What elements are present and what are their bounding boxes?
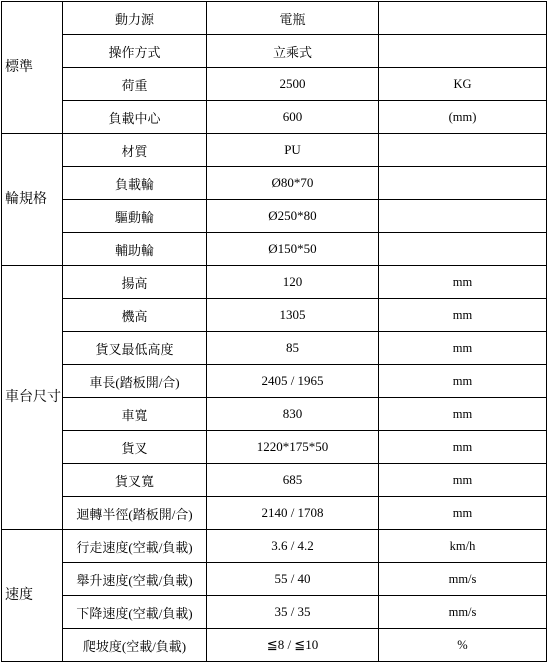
table-row	[2, 68, 547, 101]
spec-unit	[379, 233, 547, 266]
spec-value: 600	[207, 101, 379, 134]
spec-label: 負載輪	[63, 167, 207, 200]
table-row	[2, 431, 547, 464]
spec-value: 685	[207, 464, 379, 497]
category-chassis-dimensions: 車台尺寸	[2, 266, 63, 530]
spec-value: 立乘式	[207, 35, 379, 68]
spec-value: PU	[207, 134, 379, 167]
spec-label: 材質	[63, 134, 207, 167]
table-row	[2, 266, 547, 299]
spec-value: 1220*175*50	[207, 431, 379, 464]
table-row	[2, 530, 547, 563]
spec-value: 55 / 40	[207, 563, 379, 596]
spec-unit: mm/s	[379, 563, 547, 596]
spec-label: 車寬	[63, 398, 207, 431]
spec-value: 3.6 / 4.2	[207, 530, 379, 563]
spec-label: 揚高	[63, 266, 207, 299]
spec-unit: %	[379, 629, 547, 662]
spec-value: Ø150*50	[207, 233, 379, 266]
table-row	[2, 134, 547, 167]
spec-value: 1305	[207, 299, 379, 332]
spec-unit	[379, 35, 547, 68]
table-row	[2, 629, 547, 662]
spec-unit: mm	[379, 464, 547, 497]
spec-value: 電瓶	[207, 2, 379, 35]
spec-value: 830	[207, 398, 379, 431]
spec-value: 2140 / 1708	[207, 497, 379, 530]
category-wheel-spec: 輪規格	[2, 134, 63, 266]
spec-unit	[379, 167, 547, 200]
category-standard: 標準	[2, 2, 63, 134]
table-row	[2, 563, 547, 596]
spec-value: 120	[207, 266, 379, 299]
spec-value: ≦8 / ≦10	[207, 629, 379, 662]
table-row	[2, 299, 547, 332]
spec-unit: mm	[379, 332, 547, 365]
spec-unit: mm	[379, 299, 547, 332]
spec-unit: mm	[379, 398, 547, 431]
spec-unit	[379, 134, 547, 167]
table-row	[2, 233, 547, 266]
spec-unit: KG	[379, 68, 547, 101]
spec-label: 負載中心	[63, 101, 207, 134]
spec-unit: (mm)	[379, 101, 547, 134]
spec-unit	[379, 200, 547, 233]
table-row	[2, 398, 547, 431]
spec-label: 輔助輪	[63, 233, 207, 266]
spec-unit: mm	[379, 365, 547, 398]
spec-value: 85	[207, 332, 379, 365]
spec-unit	[379, 2, 547, 35]
spec-label: 貨叉	[63, 431, 207, 464]
spec-table	[1, 1, 547, 662]
spec-label: 下降速度(空載/負載)	[63, 596, 207, 629]
spec-value: 2405 / 1965	[207, 365, 379, 398]
spec-unit: mm	[379, 266, 547, 299]
spec-label: 迴轉半徑(踏板開/合)	[63, 497, 207, 530]
spec-label: 荷重	[63, 68, 207, 101]
spec-label: 爬坡度(空載/負載)	[63, 629, 207, 662]
spec-value: 2500	[207, 68, 379, 101]
table-row	[2, 35, 547, 68]
table-row	[2, 497, 547, 530]
spec-label: 舉升速度(空載/負載)	[63, 563, 207, 596]
table-row	[2, 332, 547, 365]
spec-label: 車長(踏板開/合)	[63, 365, 207, 398]
spec-unit: mm/s	[379, 596, 547, 629]
table-row	[2, 101, 547, 134]
spec-label: 驅動輪	[63, 200, 207, 233]
table-row	[2, 464, 547, 497]
table-row	[2, 2, 547, 35]
spec-value: Ø80*70	[207, 167, 379, 200]
spec-label: 機高	[63, 299, 207, 332]
table-row	[2, 200, 547, 233]
spec-label: 行走速度(空載/負載)	[63, 530, 207, 563]
spec-unit: km/h	[379, 530, 547, 563]
spec-unit: mm	[379, 431, 547, 464]
table-row	[2, 596, 547, 629]
spec-value: 35 / 35	[207, 596, 379, 629]
spec-label: 操作方式	[63, 35, 207, 68]
table-row	[2, 167, 547, 200]
category-speed: 速度	[2, 530, 63, 662]
spec-label: 貨叉最低高度	[63, 332, 207, 365]
spec-label: 動力源	[63, 2, 207, 35]
table-row	[2, 365, 547, 398]
spec-value: Ø250*80	[207, 200, 379, 233]
spec-unit: mm	[379, 497, 547, 530]
spec-label: 貨叉寬	[63, 464, 207, 497]
